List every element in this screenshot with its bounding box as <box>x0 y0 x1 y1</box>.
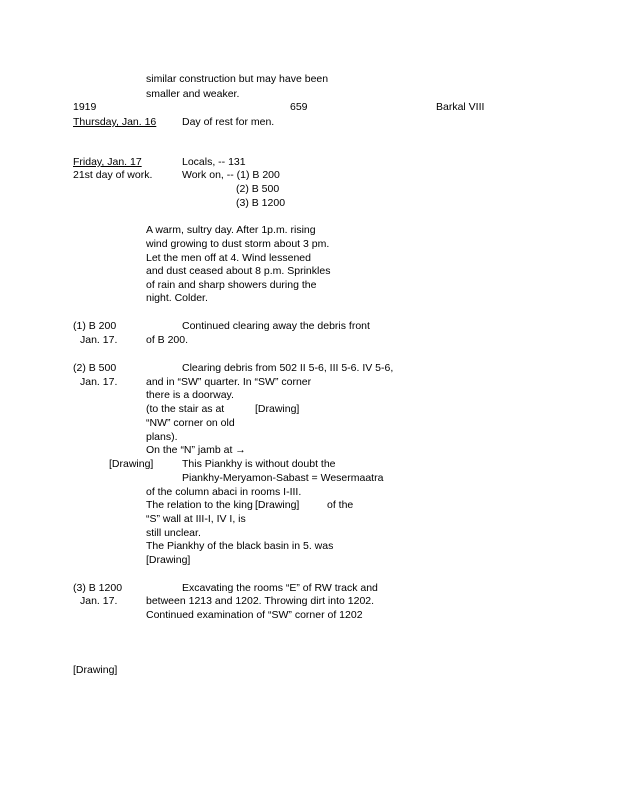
entry-date: Jan. 17. <box>80 595 118 607</box>
text-line: there is a doorway. <box>146 389 234 401</box>
page-header-site: Barkal VIII <box>436 101 485 113</box>
text-line: Excavating the rooms “E” of RW track and <box>182 582 378 594</box>
text-line: of the column abaci in rooms I-III. <box>146 486 302 498</box>
text-line: (3) B 1200 <box>236 197 286 209</box>
drawing-placeholder: [Drawing] <box>109 458 154 470</box>
text-line: Continued examination of “SW” corner of 1202 <box>146 609 363 621</box>
text-line: This Piankhy is without doubt the <box>182 458 336 470</box>
text-line: Continued clearing away the debris front <box>182 320 370 332</box>
drawing-placeholder: [Drawing] <box>73 664 118 676</box>
text-line: Clearing debris from 502 II 5-6, III 5-6. IV 5-6, <box>182 362 394 374</box>
text-line: and dust ceased about 8 p.m. Sprinkles <box>146 265 331 277</box>
text-line: On the “N” jamb at → <box>146 444 246 456</box>
text-line: The relation to the king <box>146 499 253 511</box>
entry-date: Jan. 17. <box>80 334 118 346</box>
page-header-year: 1919 <box>73 101 97 113</box>
text-line: Piankhy-Meryamon-Sabast = Wesermaatra <box>182 472 384 484</box>
text-line: between 1213 and 1202. Throwing dirt into 1202. <box>146 595 375 607</box>
drawing-placeholder: [Drawing] <box>255 403 300 415</box>
text-line: (2) B 500 <box>236 183 280 195</box>
text-line: and in “SW” quarter. In “SW” corner <box>146 376 312 388</box>
text-line: plans). <box>146 431 178 443</box>
text-line: night. Colder. <box>146 292 208 304</box>
text-line: A warm, sultry day. After 1p.m. rising <box>146 224 316 236</box>
text-line: of the <box>327 499 354 511</box>
drawing-placeholder: [Drawing] <box>255 499 300 511</box>
text-line: similar construction but may have been <box>146 73 329 85</box>
date-heading: Friday, Jan. 17 <box>73 156 142 168</box>
text-line: smaller and weaker. <box>146 88 240 100</box>
text-line: Work on, -- (1) B 200 <box>182 169 280 181</box>
entry-label: (3) B 1200 <box>73 582 123 594</box>
text-line: The Piankhy of the black basin in 5. was <box>146 540 334 552</box>
text-line: Locals, -- 131 <box>182 156 246 168</box>
page-number: 659 <box>290 101 308 113</box>
entry-label: (2) B 500 <box>73 362 117 374</box>
text-line: 21st day of work. <box>73 169 153 181</box>
entry-date: Jan. 17. <box>80 376 118 388</box>
drawing-placeholder: [Drawing] <box>146 554 191 566</box>
text-line: of rain and sharp showers during the <box>146 279 317 291</box>
text-line: Day of rest for men. <box>182 116 275 128</box>
text-line: still unclear. <box>146 527 201 539</box>
text-line: Let the men off at 4. Wind lessened <box>146 252 311 264</box>
text-line: of B 200. <box>146 334 189 346</box>
entry-label: (1) B 200 <box>73 320 117 332</box>
text-line: wind growing to dust storm about 3 pm. <box>146 238 330 250</box>
text-line: (to the stair as at <box>146 403 225 415</box>
text-line: “NW” corner on old <box>146 417 235 429</box>
date-heading: Thursday, Jan. 16 <box>73 116 157 128</box>
text-line: “S” wall at III-I, IV I, is <box>146 513 246 525</box>
